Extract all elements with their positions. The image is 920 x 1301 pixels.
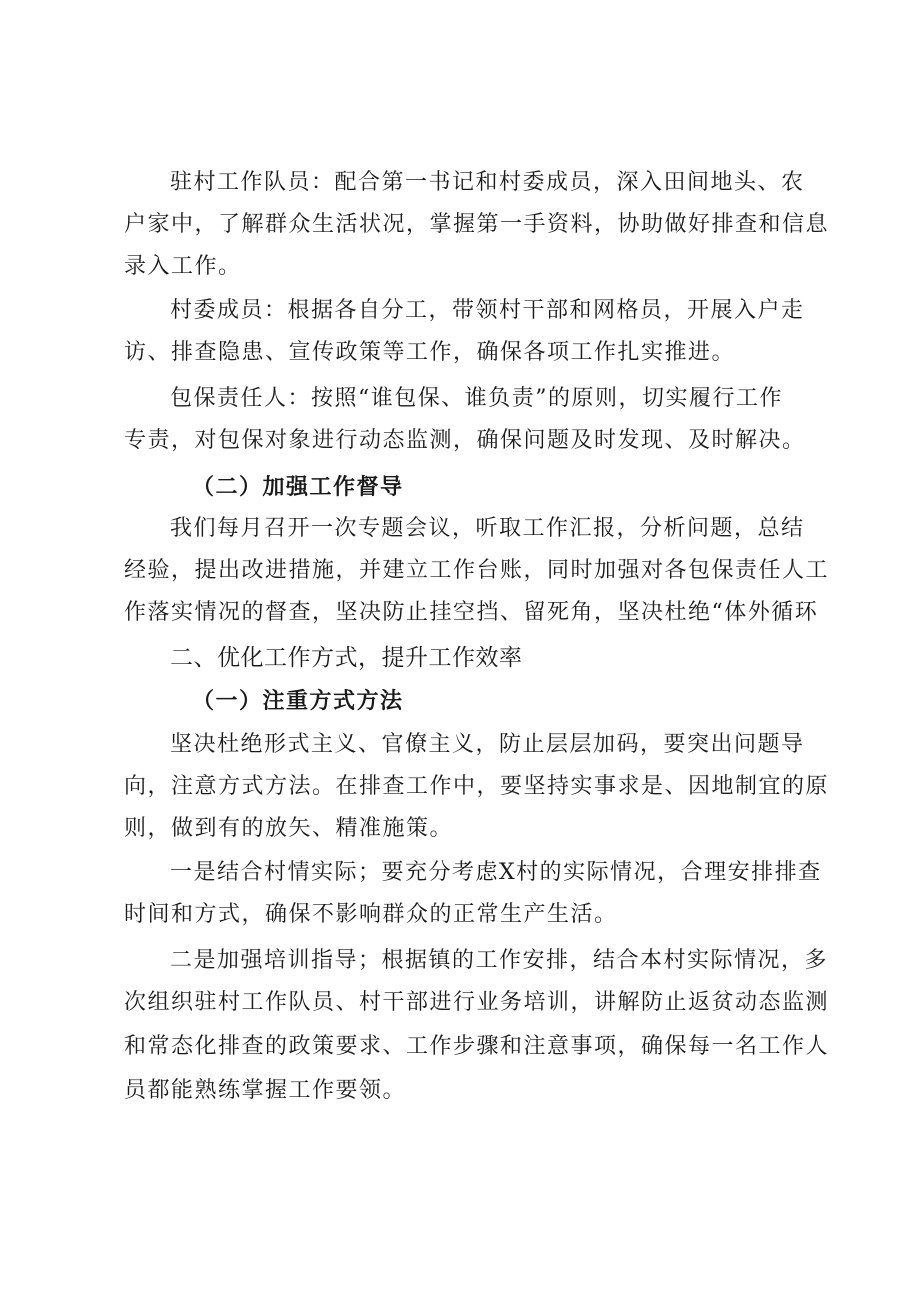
paragraph-line: 一是结合村情实际；要充分考虑X村的实际情况，合理安排排查 [170,860,822,885]
paragraph-line: 录入工作。 [124,254,242,279]
paragraph-line: 专责，对包保对象进行动态监测，确保问题及时发现、及时解决。 [124,428,806,453]
paragraph-line: 二是加强培训指导；根据镇的工作安排，结合本村实际情况，多 [170,948,829,973]
paragraph-line: 则，做到有的放矢、精准施策。 [124,816,454,841]
section-subheading: （一）注重方式方法 [192,688,404,714]
paragraph-line: 时间和方式，确保不影响群众的正常生产生活。 [124,902,618,927]
paragraph-line: 和常态化排查的政策要求、工作步骤和注意事项，确保每一名工作人 [124,1034,830,1059]
section-subheading: （二）加强工作督导 [192,474,404,500]
paragraph-line: 驻村工作队员：配合第一书记和村委成员，深入田间地头、农 [170,170,805,195]
paragraph-line: 经验，提出改进措施，并建立工作台账，同时加强对各包保责任人工 [124,558,830,583]
paragraph-line: 我们每月召开一次专题会议，听取工作汇报，分析问题，总结 [170,516,805,541]
paragraph-line: 作落实情况的督查，坚决防止挂空挡、留死角，坚决杜绝“体外循环 [124,600,819,625]
paragraph-line: 员都能熟练掌握工作要领。 [124,1078,407,1103]
paragraph-line: 访、排查隐患、宣传政策等工作，确保各项工作扎实推进。 [124,340,736,365]
paragraph-line: 户家中，了解群众生活状况，掌握第一手资料，协助做好排查和信息 [124,212,830,237]
paragraph-line: 向，注意方式方法。在排查工作中，要坚持实事求是、因地制宜的原 [124,774,830,799]
paragraph-line: 村委成员：根据各自分工，带领村干部和网格员，开展入户走 [170,298,805,323]
paragraph-line: 包保责任人：按照“谁包保、谁负责”的原则，切实履行工作 [170,386,783,411]
paragraph-line: 坚决杜绝形式主义、官僚主义，防止层层加码，要突出问题导 [170,732,805,757]
paragraph-line: 次组织驻村工作队员、村干部进行业务培训，讲解防止返贫动态监测 [124,990,830,1015]
section-heading: 二、优化工作方式，提升工作效率 [170,645,523,671]
